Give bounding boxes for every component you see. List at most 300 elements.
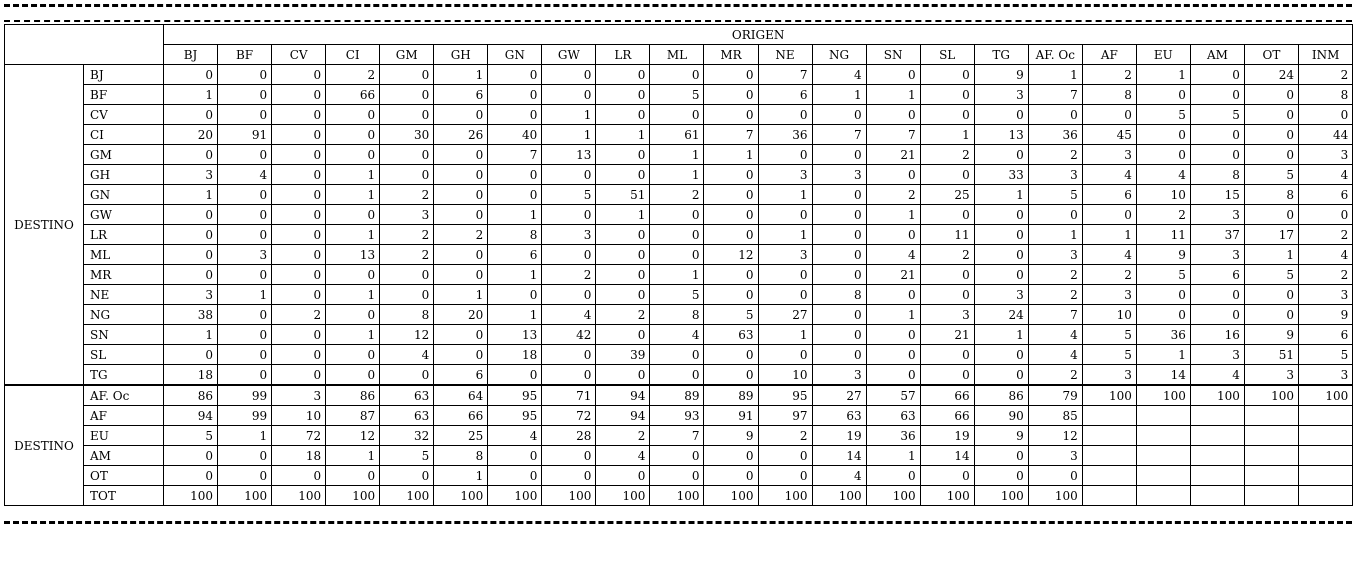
table-cell: 0 xyxy=(1190,85,1244,105)
table-cell: 51 xyxy=(596,185,650,205)
table-cell: 0 xyxy=(1190,125,1244,145)
table-cell: 0 xyxy=(758,285,812,305)
table-cell: 3 xyxy=(164,165,218,185)
table-cell: 3 xyxy=(1082,285,1136,305)
table-cell: 0 xyxy=(650,225,704,245)
row-label: AF xyxy=(84,406,164,426)
table-cell: 0 xyxy=(380,265,434,285)
table-cell xyxy=(1298,466,1352,486)
table-cell: 1 xyxy=(326,285,380,305)
table-cell xyxy=(1190,446,1244,466)
row-label: CV xyxy=(84,105,164,125)
table-cell: 0 xyxy=(704,105,758,125)
table-cell: 0 xyxy=(164,225,218,245)
table-cell: 0 xyxy=(218,85,272,105)
table-cell: 1 xyxy=(650,145,704,165)
table-cell: 24 xyxy=(974,305,1028,325)
table-cell: 0 xyxy=(272,105,326,125)
table-cell: 0 xyxy=(542,365,596,386)
column-header: AF xyxy=(1082,45,1136,65)
table-cell: 0 xyxy=(542,446,596,466)
table-cell: 13 xyxy=(974,125,1028,145)
table-cell: 0 xyxy=(164,345,218,365)
table-cell: 0 xyxy=(272,85,326,105)
table-cell: 100 xyxy=(218,486,272,506)
column-header: NE xyxy=(758,45,812,65)
table-cell: 0 xyxy=(1028,105,1082,125)
migration-matrix-table xyxy=(4,24,1353,506)
destination-group-label: DESTINO xyxy=(5,65,84,386)
column-header: GN xyxy=(488,45,542,65)
table-cell: 10 xyxy=(758,365,812,386)
row-label: SN xyxy=(84,325,164,345)
table-cell: 1 xyxy=(326,446,380,466)
table-cell: 100 xyxy=(650,486,704,506)
table-cell: 0 xyxy=(974,225,1028,245)
table-cell: 0 xyxy=(920,345,974,365)
table-cell: 2 xyxy=(1298,65,1352,85)
table-cell: 8 xyxy=(1244,185,1298,205)
table-cell: 24 xyxy=(1244,65,1298,85)
table-cell: 0 xyxy=(380,105,434,125)
column-header: AF. Oc xyxy=(1028,45,1082,65)
table-cell: 8 xyxy=(1082,85,1136,105)
table-cell: 0 xyxy=(1244,105,1298,125)
table-cell: 0 xyxy=(596,466,650,486)
column-header: AM xyxy=(1190,45,1244,65)
table-cell: 3 xyxy=(1298,285,1352,305)
table-cell: 1 xyxy=(1082,225,1136,245)
table-cell: 9 xyxy=(704,426,758,446)
table-cell: 0 xyxy=(974,105,1028,125)
header-row-columns xyxy=(5,45,1353,65)
table-cell: 18 xyxy=(488,345,542,365)
table-cell: 0 xyxy=(326,345,380,365)
table-row xyxy=(5,125,1353,145)
table-cell: 0 xyxy=(812,205,866,225)
table-cell xyxy=(1082,406,1136,426)
table-cell: 2 xyxy=(596,426,650,446)
table-cell: 1 xyxy=(326,225,380,245)
table-cell: 27 xyxy=(812,385,866,406)
table-cell: 3 xyxy=(1244,365,1298,386)
table-cell: 0 xyxy=(164,466,218,486)
row-label: MR xyxy=(84,265,164,285)
table-cell: 86 xyxy=(164,385,218,406)
table-cell: 0 xyxy=(974,345,1028,365)
table-cell: 40 xyxy=(488,125,542,145)
table-cell: 0 xyxy=(974,365,1028,386)
table-cell: 0 xyxy=(704,225,758,245)
table-cell: 0 xyxy=(434,205,488,225)
table-cell: 0 xyxy=(866,105,920,125)
table-cell: 0 xyxy=(812,185,866,205)
column-header: BF xyxy=(218,45,272,65)
table-cell: 0 xyxy=(434,245,488,265)
table-cell: 3 xyxy=(1190,245,1244,265)
table-cell: 0 xyxy=(272,165,326,185)
table-cell: 11 xyxy=(920,225,974,245)
table-cell: 0 xyxy=(1190,305,1244,325)
table-cell: 3 xyxy=(974,85,1028,105)
table-cell: 8 xyxy=(434,446,488,466)
table-row xyxy=(5,426,1353,446)
table-cell: 5 xyxy=(1028,185,1082,205)
bottom-rule xyxy=(4,521,1352,524)
table-cell: 7 xyxy=(866,125,920,145)
table-cell: 95 xyxy=(758,385,812,406)
table-cell: 5 xyxy=(650,285,704,305)
table-cell: 19 xyxy=(920,426,974,446)
table-cell: 1 xyxy=(974,325,1028,345)
table-cell: 87 xyxy=(326,406,380,426)
table-cell: 0 xyxy=(326,265,380,285)
table-cell: 63 xyxy=(812,406,866,426)
table-cell: 12 xyxy=(326,426,380,446)
table-row xyxy=(5,305,1353,325)
table-cell: 86 xyxy=(326,385,380,406)
table-cell: 99 xyxy=(218,406,272,426)
table-cell: 100 xyxy=(704,486,758,506)
table-cell: 0 xyxy=(596,225,650,245)
table-cell: 0 xyxy=(164,446,218,466)
table-cell: 0 xyxy=(974,205,1028,225)
table-row xyxy=(5,446,1353,466)
table-cell: 39 xyxy=(596,345,650,365)
table-cell: 0 xyxy=(866,325,920,345)
table-cell: 0 xyxy=(1298,205,1352,225)
table-cell: 0 xyxy=(920,205,974,225)
table-cell: 90 xyxy=(974,406,1028,426)
table-cell xyxy=(1190,486,1244,506)
table-cell: 66 xyxy=(434,406,488,426)
table-cell: 0 xyxy=(920,466,974,486)
table-cell: 9 xyxy=(1136,245,1190,265)
table-row xyxy=(5,265,1353,285)
table-cell: 4 xyxy=(542,305,596,325)
table-row xyxy=(5,65,1353,85)
table-cell: 0 xyxy=(974,446,1028,466)
table-cell: 4 xyxy=(812,466,866,486)
top-rule-secondary xyxy=(4,20,1352,22)
table-cell: 7 xyxy=(1028,85,1082,105)
table-cell: 12 xyxy=(704,245,758,265)
table-row xyxy=(5,225,1353,245)
table-cell: 0 xyxy=(866,165,920,185)
table-row xyxy=(5,145,1353,165)
table-cell: 1 xyxy=(218,426,272,446)
table-cell xyxy=(1136,486,1190,506)
table-cell: 5 xyxy=(1298,345,1352,365)
table-cell: 0 xyxy=(272,225,326,245)
table-cell: 0 xyxy=(812,265,866,285)
table-cell: 66 xyxy=(920,406,974,426)
table-cell: 1 xyxy=(488,305,542,325)
table-cell: 4 xyxy=(650,325,704,345)
table-cell: 11 xyxy=(1136,225,1190,245)
table-cell: 95 xyxy=(488,406,542,426)
row-label: BJ xyxy=(84,65,164,85)
row-label: ML xyxy=(84,245,164,265)
table-cell: 6 xyxy=(758,85,812,105)
table-cell: 0 xyxy=(812,325,866,345)
table-cell: 6 xyxy=(1298,325,1352,345)
column-header: SL xyxy=(920,45,974,65)
table-cell: 1 xyxy=(1136,345,1190,365)
table-cell: 0 xyxy=(434,345,488,365)
table-cell: 0 xyxy=(434,165,488,185)
table-cell: 0 xyxy=(326,305,380,325)
table-cell: 0 xyxy=(704,285,758,305)
table-cell: 0 xyxy=(866,65,920,85)
table-cell: 4 xyxy=(1028,345,1082,365)
table-cell: 0 xyxy=(272,145,326,165)
table-row xyxy=(5,165,1353,185)
table-cell: 9 xyxy=(974,426,1028,446)
table-cell: 0 xyxy=(164,245,218,265)
row-label: AM xyxy=(84,446,164,466)
table-cell xyxy=(1136,466,1190,486)
table-cell: 0 xyxy=(704,85,758,105)
table-cell: 2 xyxy=(1082,265,1136,285)
table-row xyxy=(5,85,1353,105)
table-cell: 1 xyxy=(434,65,488,85)
table-cell: 0 xyxy=(704,446,758,466)
table-cell: 0 xyxy=(920,365,974,386)
table-cell: 0 xyxy=(920,165,974,185)
table-cell: 0 xyxy=(164,105,218,125)
table-cell: 1 xyxy=(542,125,596,145)
table-cell: 0 xyxy=(1082,105,1136,125)
table-cell: 0 xyxy=(488,105,542,125)
table-cell: 38 xyxy=(164,305,218,325)
column-header: GM xyxy=(380,45,434,65)
table-row xyxy=(5,345,1353,365)
table-cell: 3 xyxy=(812,365,866,386)
table-cell: 63 xyxy=(866,406,920,426)
table-cell: 0 xyxy=(434,145,488,165)
table-cell: 3 xyxy=(218,245,272,265)
table-cell: 14 xyxy=(920,446,974,466)
table-cell: 2 xyxy=(1082,65,1136,85)
table-cell: 9 xyxy=(1298,305,1352,325)
table-cell: 1 xyxy=(218,285,272,305)
column-header: SN xyxy=(866,45,920,65)
table-cell: 0 xyxy=(164,65,218,85)
table-cell: 0 xyxy=(758,105,812,125)
table-cell: 0 xyxy=(542,245,596,265)
table-cell: 2 xyxy=(380,225,434,245)
table-cell: 1 xyxy=(1028,65,1082,85)
table-cell: 0 xyxy=(542,285,596,305)
table-cell: 0 xyxy=(758,265,812,285)
table-cell: 2 xyxy=(542,265,596,285)
table-cell: 1 xyxy=(1028,225,1082,245)
table-cell: 63 xyxy=(380,406,434,426)
table-cell: 0 xyxy=(326,365,380,386)
table-cell: 0 xyxy=(218,305,272,325)
table-cell: 8 xyxy=(380,305,434,325)
table-cell: 86 xyxy=(974,385,1028,406)
row-label: BF xyxy=(84,85,164,105)
table-row xyxy=(5,466,1353,486)
table-cell: 1 xyxy=(650,165,704,185)
table-cell: 1 xyxy=(758,325,812,345)
table-cell: 27 xyxy=(758,305,812,325)
table-cell: 0 xyxy=(1190,285,1244,305)
table-cell: 0 xyxy=(272,325,326,345)
table-cell: 5 xyxy=(1244,165,1298,185)
table-cell: 0 xyxy=(1244,125,1298,145)
table-cell: 10 xyxy=(1136,185,1190,205)
table-cell: 14 xyxy=(812,446,866,466)
table-cell: 4 xyxy=(1136,165,1190,185)
table-cell: 8 xyxy=(650,305,704,325)
table-cell: 36 xyxy=(1028,125,1082,145)
table-cell: 0 xyxy=(758,446,812,466)
table-cell: 66 xyxy=(920,385,974,406)
table-cell: 8 xyxy=(1190,165,1244,185)
table-cell: 3 xyxy=(812,165,866,185)
column-header: TG xyxy=(974,45,1028,65)
table-cell: 3 xyxy=(974,285,1028,305)
table-cell: 1 xyxy=(488,205,542,225)
table-cell: 100 xyxy=(542,486,596,506)
table-cell: 0 xyxy=(164,205,218,225)
table-cell: 0 xyxy=(704,365,758,386)
table-cell: 0 xyxy=(326,145,380,165)
table-cell: 1 xyxy=(596,125,650,145)
table-cell: 3 xyxy=(380,205,434,225)
table-cell: 2 xyxy=(1028,285,1082,305)
table-cell: 100 xyxy=(1136,385,1190,406)
table-cell: 20 xyxy=(434,305,488,325)
table-cell: 4 xyxy=(488,426,542,446)
table-cell: 0 xyxy=(1244,205,1298,225)
table-cell: 0 xyxy=(704,165,758,185)
table-cell: 0 xyxy=(704,65,758,85)
table-cell: 5 xyxy=(1136,105,1190,125)
table-cell: 0 xyxy=(596,265,650,285)
table-row xyxy=(5,365,1353,386)
table-cell: 8 xyxy=(488,225,542,245)
table-cell xyxy=(1244,406,1298,426)
table-cell: 4 xyxy=(1190,365,1244,386)
row-label: NG xyxy=(84,305,164,325)
table-cell: 0 xyxy=(866,285,920,305)
table-cell: 1 xyxy=(974,185,1028,205)
table-cell xyxy=(1082,486,1136,506)
table-cell: 0 xyxy=(812,225,866,245)
table-cell: 30 xyxy=(380,125,434,145)
table-cell: 3 xyxy=(1028,245,1082,265)
table-cell: 0 xyxy=(866,365,920,386)
table-cell: 3 xyxy=(272,385,326,406)
table-cell: 2 xyxy=(1298,265,1352,285)
table-cell: 0 xyxy=(380,65,434,85)
corner-cell xyxy=(5,25,164,65)
table-cell: 0 xyxy=(596,365,650,386)
table-cell xyxy=(1136,426,1190,446)
table-cell: 5 xyxy=(1136,265,1190,285)
table-cell: 0 xyxy=(218,65,272,85)
table-cell: 6 xyxy=(434,365,488,386)
table-cell: 61 xyxy=(650,125,704,145)
table-cell: 94 xyxy=(596,406,650,426)
row-label: CI xyxy=(84,125,164,145)
table-cell: 25 xyxy=(434,426,488,446)
table-cell: 0 xyxy=(758,345,812,365)
table-cell: 1 xyxy=(326,165,380,185)
table-cell: 1 xyxy=(164,325,218,345)
table-cell: 0 xyxy=(704,345,758,365)
table-cell: 0 xyxy=(488,85,542,105)
table-cell: 4 xyxy=(1028,325,1082,345)
table-cell: 6 xyxy=(434,85,488,105)
table-cell: 2 xyxy=(596,305,650,325)
table-cell: 2 xyxy=(1136,205,1190,225)
table-cell: 57 xyxy=(866,385,920,406)
table-cell: 13 xyxy=(542,145,596,165)
table-cell xyxy=(1244,486,1298,506)
table-cell: 64 xyxy=(434,385,488,406)
table-cell: 0 xyxy=(272,466,326,486)
table-cell: 0 xyxy=(542,85,596,105)
table-cell: 0 xyxy=(650,345,704,365)
table-cell: 0 xyxy=(434,105,488,125)
table-cell: 63 xyxy=(704,325,758,345)
table-cell: 0 xyxy=(488,65,542,85)
table-cell: 0 xyxy=(1136,285,1190,305)
table-cell: 0 xyxy=(326,205,380,225)
table-cell: 2 xyxy=(1298,225,1352,245)
table-cell xyxy=(1298,406,1352,426)
column-header: GH xyxy=(434,45,488,65)
table-cell: 1 xyxy=(704,145,758,165)
column-header: ML xyxy=(650,45,704,65)
table-cell: 0 xyxy=(758,466,812,486)
table-cell: 72 xyxy=(272,426,326,446)
table-cell: 4 xyxy=(1082,165,1136,185)
table-cell: 89 xyxy=(650,385,704,406)
table-cell xyxy=(1190,406,1244,426)
table-cell: 4 xyxy=(218,165,272,185)
table-cell: 3 xyxy=(1082,365,1136,386)
table-cell: 100 xyxy=(434,486,488,506)
table-cell: 4 xyxy=(596,446,650,466)
table-cell: 3 xyxy=(920,305,974,325)
column-header: BJ xyxy=(164,45,218,65)
column-header: GW xyxy=(542,45,596,65)
row-label: GM xyxy=(84,145,164,165)
table-cell: 0 xyxy=(272,365,326,386)
table-cell: 2 xyxy=(920,245,974,265)
table-cell: 37 xyxy=(1190,225,1244,245)
table-cell: 0 xyxy=(218,265,272,285)
table-cell: 1 xyxy=(326,325,380,345)
table-cell: 0 xyxy=(596,105,650,125)
table-cell: 32 xyxy=(380,426,434,446)
table-cell: 0 xyxy=(704,185,758,205)
table-cell: 21 xyxy=(866,145,920,165)
table-row xyxy=(5,486,1353,506)
table-cell: 0 xyxy=(272,205,326,225)
table-cell: 26 xyxy=(434,125,488,145)
table-cell: 71 xyxy=(542,385,596,406)
table-cell: 0 xyxy=(704,265,758,285)
table-cell: 0 xyxy=(218,365,272,386)
table-cell: 20 xyxy=(164,125,218,145)
